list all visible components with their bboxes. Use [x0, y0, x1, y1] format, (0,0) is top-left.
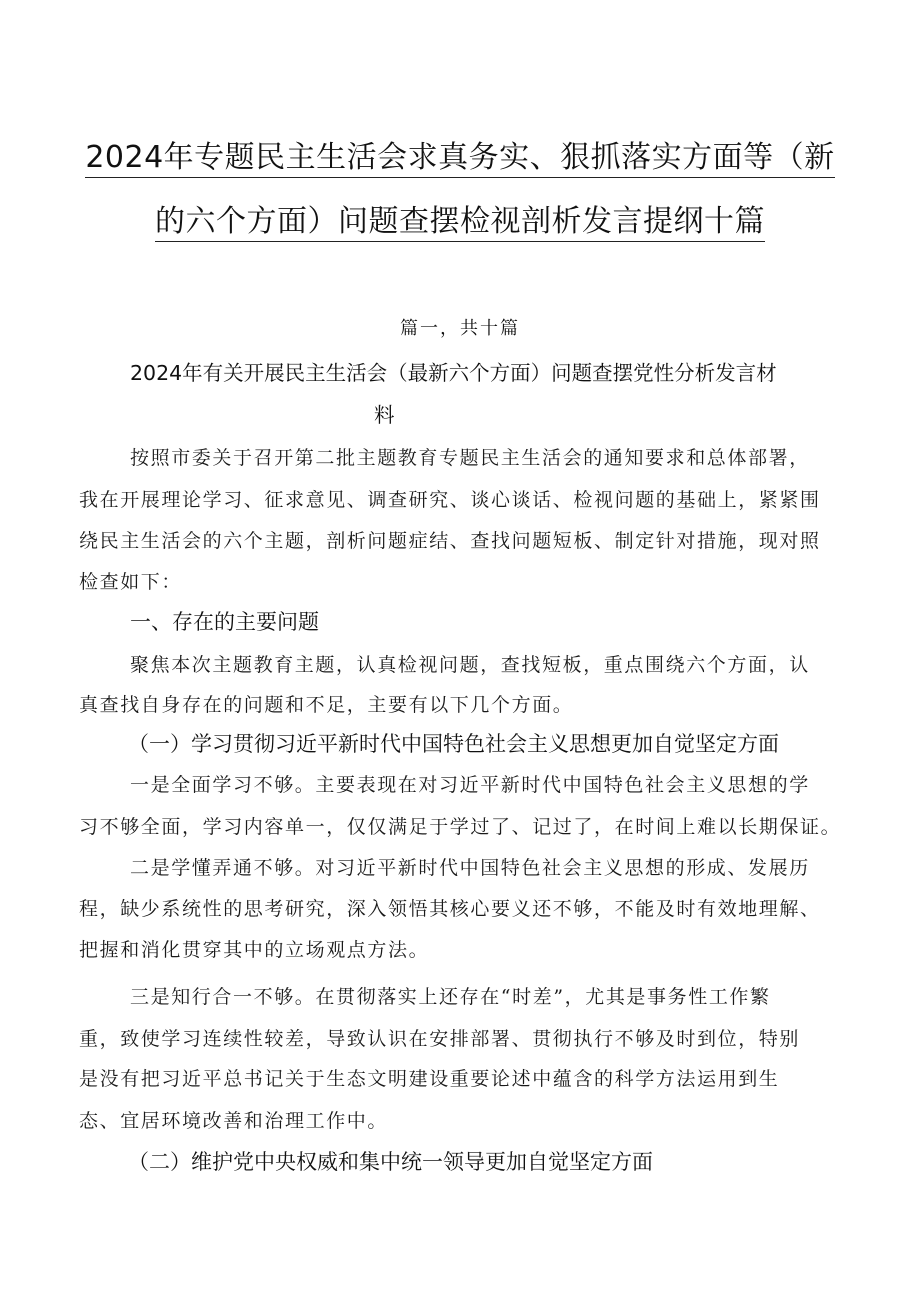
- document-title-line-1: [0, 132, 920, 176]
- point-2-line-3: 把握和消化贯穿其中的立场观点方法。: [79, 939, 430, 961]
- article-title-line-1: 2024年有关开展民主生活会（最新六个方面）问题查摆党性分析发言材: [130, 361, 777, 385]
- section-1-line-2: 真查找自身存在的问题和不足，主要有以下几个方面。: [79, 694, 574, 716]
- intro-line-4: 检查如下：: [79, 571, 183, 593]
- intro-line-3: 绕民主生活会的六个主题，剖析问题症结、查找问题短板、制定针对措施，现对照: [79, 530, 821, 552]
- article-title-line-2: 料: [374, 403, 395, 427]
- section-1-line-1: 聚焦本次主题教育主题，认真检视问题，查找短板，重点围绕六个方面，认: [130, 654, 810, 676]
- point-1-line-2: 习不够全面，学习内容单一，仅仅满足于学过了、记过了，在时间上难以长期保证。: [79, 816, 842, 838]
- intro-line-2: 我在开展理论学习、征求意见、调查研究、谈心谈话、检视问题的基础上，紧紧围: [79, 489, 821, 511]
- subsection-2-heading: （二）维护党中央权威和集中统一领导更加自觉坚定方面: [128, 1150, 653, 1174]
- section-1-heading: 一、存在的主要问题: [130, 610, 319, 634]
- point-1-line-1: 一是全面学习不够。主要表现在对习近平新时代中国特色社会主义思想的学: [130, 774, 810, 796]
- document-title-line-2: [0, 196, 920, 240]
- point-2-line-2: 程，缺少系统性的思考研究，深入领悟其核心要义还不够，不能及时有效地理解、: [79, 898, 821, 920]
- document-title-text-1: 2024年专题民主生活会求真务实、狠抓落实方面等（新: [85, 140, 834, 178]
- point-3-line-3: 是没有把习近平总书记关于生态文明建设重要论述中蕴含的科学方法运用到生: [79, 1068, 780, 1090]
- point-3-line-2: 重，致使学习连续性较差，导致认识在安排部署、贯彻执行不够及时到位，特别: [79, 1028, 801, 1050]
- intro-line-1: 按照市委关于召开第二批主题教育专题民主生活会的通知要求和总体部署，: [130, 447, 810, 469]
- point-3-line-4: 态、宜居环境改善和治理工作中。: [79, 1110, 389, 1132]
- document-title-text-2: 的六个方面）问题查摆检视剖析发言提纲十篇: [155, 204, 765, 242]
- subsection-1-heading: （一）学习贯彻习近平新时代中国特色社会主义思想更加自觉坚定方面: [128, 732, 779, 756]
- point-2-line-1: 二是学懂弄通不够。对习近平新时代中国特色社会主义思想的形成、发展历: [130, 857, 810, 879]
- part-label: 篇一，共十篇: [400, 318, 520, 339]
- point-3-line-1: 三是知行合一不够。在贯彻落实上还存在“时差”，尤其是事务性工作繁: [130, 986, 771, 1008]
